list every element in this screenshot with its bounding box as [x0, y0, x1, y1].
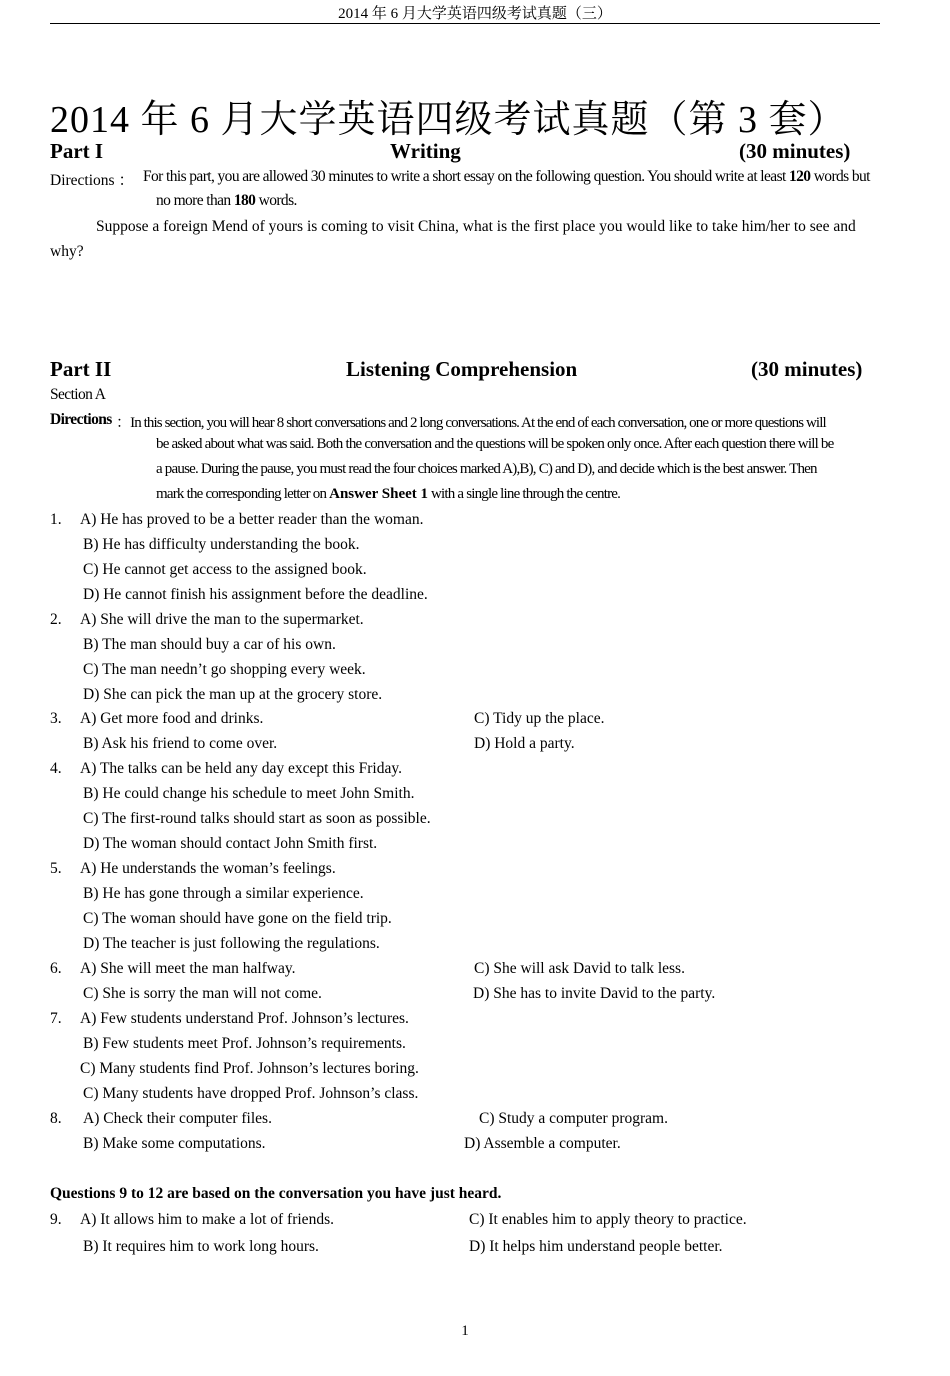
q7-option-b: B) Few students meet Prof. Johnson’s requirements.	[83, 1035, 406, 1052]
q9-option-c: C) It enables him to apply theory to practice.	[469, 1211, 747, 1228]
part1-time: (30 minutes)	[739, 139, 851, 163]
question-number: 6.	[50, 960, 62, 977]
part2-directions-line1: ：In this section, you will hear 8 short conversations and 2 long conversations. At the end of each conversation, one or more questions will	[116, 415, 826, 431]
question-number: 7.	[50, 1010, 62, 1027]
running-header: 2014 年 6 月大学英语四级考试真题（三）	[338, 6, 612, 22]
directions-text: no more than	[156, 192, 231, 209]
question-number: 1.	[50, 511, 62, 528]
part2-time: (30 minutes)	[751, 357, 863, 381]
q1-option-a: A) He has proved to be a better reader than the woman.	[80, 511, 424, 528]
q6-option-a: A) She will meet the man halfway.	[80, 960, 296, 977]
q1-option-b: B) He has difficulty understanding the book.	[83, 536, 360, 553]
q8-option-a: A) Check their computer files.	[83, 1110, 272, 1127]
directions-text: with a single line through the centre.	[430, 486, 621, 502]
q4-option-a: A) The talks can be held any day except this Friday.	[80, 760, 402, 777]
q3-option-d: D) Hold a party.	[474, 735, 575, 752]
q1-option-c: C) He cannot get access to the assigned book.	[83, 561, 367, 578]
q3-option-a: A) Get more food and drinks.	[80, 710, 264, 727]
part1-directions-line1	[143, 168, 870, 186]
question-number: 3.	[50, 710, 62, 727]
q9-option-a: A) It allows him to make a lot of friends.	[80, 1211, 334, 1228]
q6-option-d: D) She has to invite David to the party.	[473, 985, 716, 1002]
part1-directions-line2	[156, 192, 297, 210]
header-rule	[50, 23, 880, 24]
max-words: 180	[233, 192, 256, 209]
min-words: 120	[788, 168, 811, 185]
question-number: 9.	[50, 1211, 62, 1228]
q5-option-b: B) He has gone through a similar experience.	[83, 885, 364, 902]
q7-option-a: A) Few students understand Prof. Johnson’s lectures.	[80, 1010, 409, 1027]
part2-name: Listening Comprehension	[346, 357, 578, 381]
q9-option-d: D) It helps him understand people better.	[469, 1238, 723, 1255]
q6-option-c: C) She will ask David to talk less.	[474, 960, 685, 977]
q3-option-b: B) Ask his friend to come over.	[83, 735, 278, 752]
part2-directions-line4	[156, 486, 620, 503]
part2-label: Part II	[50, 357, 112, 381]
question-number: 5.	[50, 860, 62, 877]
q7-option-c: C) Many students find Prof. Johnson’s lectures boring.	[80, 1060, 419, 1077]
q5-option-d: D) The teacher is just following the regulations.	[83, 935, 380, 952]
q8-option-b: B) Make some computations.	[83, 1135, 266, 1152]
directions-text: For this part, you are allowed 30 minutes to write a short essay on the following question. You should write at least	[143, 168, 786, 185]
part1-directions-label: Directions ：	[50, 172, 134, 189]
q2-option-b: B) The man should buy a car of his own.	[83, 636, 336, 653]
q2-option-c: C) The man needn’t go shopping every week.	[83, 661, 366, 678]
question-number: 8.	[50, 1110, 62, 1127]
part2-directions-line2: be asked about what was said. Both the conversation and the questions will be spoken only once. After each question there will be	[156, 436, 834, 452]
q7-option-d: C) Many students have dropped Prof. Johnson’s class.	[83, 1085, 419, 1102]
q8-option-c: C) Study a computer program.	[479, 1110, 668, 1127]
part2-directions-label: Directions	[50, 411, 112, 428]
q4-option-b: B) He could change his schedule to meet John Smith.	[83, 785, 415, 802]
answer-sheet-ref: Answer Sheet 1	[329, 486, 429, 502]
q4-option-c: C) The first-round talks should start as soon as possible.	[83, 810, 431, 827]
page-title: 2014 年 6 月大学英语四级考试真题（第 3 套）	[50, 99, 847, 141]
directions-text: mark the corresponding letter on	[156, 486, 327, 502]
question-group-heading: Questions 9 to 12 are based on the conversation you have just heard.	[50, 1185, 502, 1202]
question-number: 2.	[50, 611, 62, 628]
q5-option-c: C) The woman should have gone on the field trip.	[83, 910, 392, 927]
page-number: 1	[461, 1323, 469, 1339]
part1-label: Part I	[50, 139, 104, 163]
q8-option-d: D) Assemble a computer.	[464, 1135, 621, 1152]
part1-name: Writing	[390, 139, 461, 163]
part2-directions-line3: a pause. During the pause, you must read the four choices marked A),B), C) and D), and decide which is the best answer. Then	[156, 461, 817, 477]
question-number: 4.	[50, 760, 62, 777]
q4-option-d: D) The woman should contact John Smith first.	[83, 835, 378, 852]
q2-option-a: A) She will drive the man to the supermarket.	[80, 611, 364, 628]
writing-prompt-line1: Suppose a foreign Mend of yours is coming to visit China, what is the first place you would like to take him/her to see and	[96, 218, 856, 235]
q3-option-c: C) Tidy up the place.	[474, 710, 605, 727]
directions-text: words.	[258, 192, 297, 209]
writing-prompt-line2: why?	[50, 243, 84, 260]
q1-option-d: D) He cannot finish his assignment before the deadline.	[83, 586, 428, 603]
q9-option-b: B) It requires him to work long hours.	[83, 1238, 319, 1255]
directions-text: words but	[813, 168, 870, 185]
q6-option-b: C) She is sorry the man will not come.	[83, 985, 322, 1002]
section-label: Section A	[50, 386, 106, 403]
q5-option-a: A) He understands the woman’s feelings.	[80, 860, 336, 877]
q2-option-d: D) She can pick the man up at the grocery store.	[83, 686, 383, 703]
